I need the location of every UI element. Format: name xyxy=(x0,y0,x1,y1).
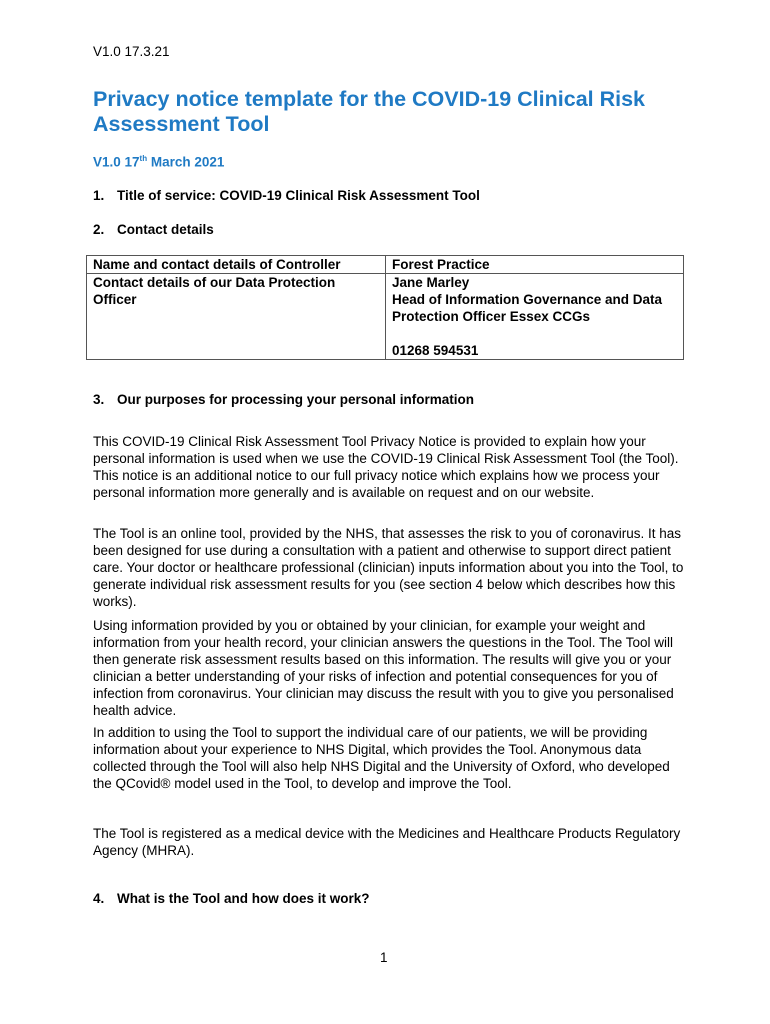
version-date: V1.0 17th March 2021 xyxy=(93,154,225,170)
body-paragraph: In addition to using the Tool to support the individual care of our patients, we will be providing information about your experience to NHS Digital, which provides the Tool. Anonymous data collected through the Tool will also help NHS Digital and the University of Oxford, who developed the QCovid® model used in the Tool, to develop and improve the Tool. xyxy=(93,725,670,791)
body-paragraph: The Tool is an online tool, provided by the NHS, that assesses the risk to you of coronavirus. It has been designed for use during a consultation with a patient and otherwise to support direct patient care. Your doctor or healthcare professional (clinician) inputs information about you into the Tool, to generate individual risk assessment results for you (see section 4 below which describes how this works). xyxy=(93,526,684,609)
body-paragraph: Using information provided by you or obtained by your clinician, for example your weight and information from your health record, your clinician answers the questions in the Tool. The Tool will then generate risk assessment results based on this information. The results will give you or your clinician a better understanding of your risks of infection and potential consequences for you of infection from coronavirus. Your clinician may discuss the result with you to give you personalised health advice. xyxy=(93,618,674,718)
document-title: Privacy notice template for the COVID-19 Clinical Risk Assessment Tool xyxy=(93,87,646,136)
dpo-name: Jane Marley xyxy=(392,275,470,290)
contact-details-table xyxy=(86,255,684,360)
table-cell-dpo-value xyxy=(386,274,684,360)
table-row xyxy=(87,274,684,360)
page-number: 1 xyxy=(380,950,388,965)
dpo-phone: 01268 594531 xyxy=(392,343,479,358)
section-heading-3: 3. Our purposes for processing your personal information xyxy=(93,392,475,407)
dpo-role: Head of Information Governance and Data Protection Officer Essex CCGs xyxy=(392,292,663,324)
section-heading-1: 1. Title of service: COVID-19 Clinical Risk Assessment Tool xyxy=(93,188,480,203)
table-cell-controller-value: Forest Practice xyxy=(386,256,684,274)
body-paragraph: The Tool is registered as a medical device with the Medicines and Healthcare Products Regulatory Agency (MHRA). xyxy=(93,826,681,858)
version-header: V1.0 17.3.21 xyxy=(93,44,170,59)
table-row xyxy=(87,256,684,274)
section-heading-4: 4. What is the Tool and how does it work? xyxy=(93,891,370,906)
table-cell-dpo-label: Contact details of our Data Protection Officer xyxy=(87,274,386,360)
section-heading-2: 2. Contact details xyxy=(93,222,214,237)
table-cell-controller-label: Name and contact details of Controller xyxy=(87,256,386,274)
body-paragraph: This COVID-19 Clinical Risk Assessment Tool Privacy Notice is provided to explain how your personal information is used when we use the COVID-19 Clinical Risk Assessment Tool (the Tool). This notice is an additional notice to our full privacy notice which explains how we process your personal information more generally and is available on request and on our website. xyxy=(93,434,679,500)
